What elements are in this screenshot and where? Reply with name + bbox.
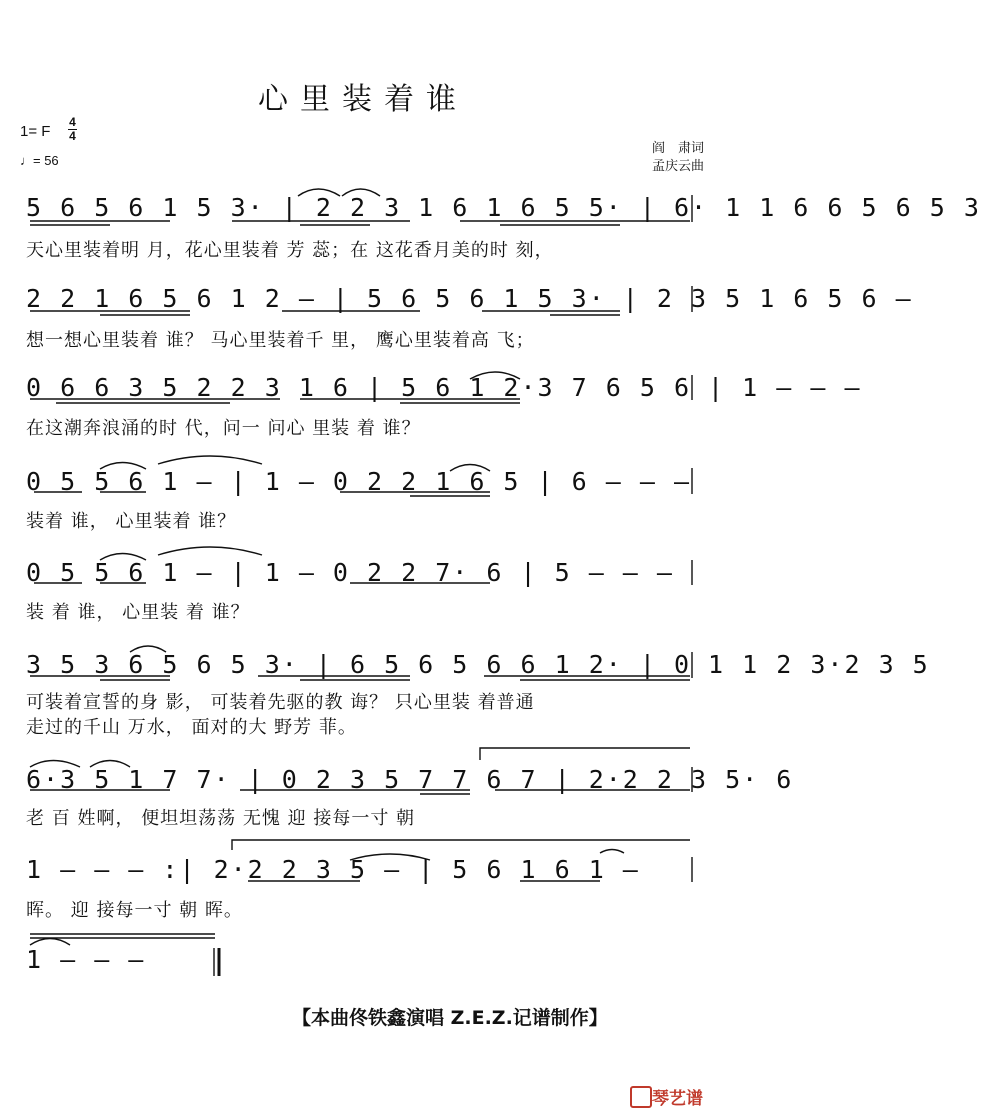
time-numerator: 4 (69, 115, 76, 129)
notation-line-2: 2 2 1 6 5 6 1 2 — | 5 6 5 6 1 5 3· | 2 3 5 1 6 5 6 — (26, 284, 913, 313)
time-denominator: 4 (69, 129, 76, 143)
notation-line-4: 0 5 5 6 1 — | 1 — 0 2 2 1 6 5 | 6 — — — (26, 467, 691, 496)
lyric-line-8: 晖。 迎 接每一寸 朝 晖。 (26, 900, 243, 921)
lyric-line-7: 老 百 姓啊， 便坦坦荡荡 无愧 迎 接每一寸 朝 (26, 808, 416, 829)
lyric-line-2: 想一想心里装着 谁？ 马心里装着千 里， 鹰心里装着高 飞； (26, 330, 535, 351)
lyric-line-3: 在这潮奔浪涌的时 代，问一 问心 里装 着 谁？ (26, 418, 421, 439)
qinyipu-logo-icon (630, 1086, 652, 1108)
composer-credit: 孟庆云曲 (651, 159, 704, 174)
notation-line-7: 6·3 5 1 7 7· | 0 2 3 5 7 7 6 7 | 2·2 2 3 5· 6 (26, 765, 794, 794)
lyric-line-1: 天心里装着明 月，花心里装着 芳 蕊；在 这花香月美的时 刻， (26, 240, 554, 261)
notation-line-1: 5 6 5 6 1 5 3· | 2 2 3 1 6 1 6 5 5· | 6· 1 1 6 6 5 6 5 3 (26, 193, 981, 222)
key-signature: 1= F (20, 123, 51, 140)
notation-line-8: 1 — — — :| 2·2 2 3 5 — | 5 6 1 6 1 — (26, 855, 640, 884)
notation-line-5: 0 5 5 6 1 — | 1 — 0 2 2 7· 6 | 5 — — — (26, 558, 674, 587)
tempo-marking: ♩= 56 (20, 153, 59, 168)
notation-line-3: 0 6 6 3 5 2 2 3 1 6 | 5 6 1 2·3 7 6 5 6 | 1 — — — (26, 373, 862, 402)
lyric-line-5: 装 着 谁， 心里装 着 谁？ (26, 602, 250, 623)
lyric-line-4: 装着 谁， 心里装着 谁？ (26, 511, 237, 532)
lyric-line-6a: 可装着宣誓的身 影， 可装着先驱的教 诲？ 只心里装 着普通 (26, 692, 535, 713)
notation-line-6: 3 5 3 6 5 6 5 3· | 6 5 6 5 6 6 1 2· | 0 1 1 2 3·2 3 5 (26, 650, 930, 679)
lyric-line-6b: 走过的千山 万水， 面对的大 野芳 菲。 (26, 717, 357, 738)
song-title: 心里装着谁 (258, 82, 468, 117)
site-logo-text: 琴艺谱 (652, 1089, 703, 1109)
footer-credit: 【本曲佟铁鑫演唱 Z.E.Z.记谱制作】 (292, 1007, 608, 1029)
notation-line-9: 1 — — — (26, 945, 146, 974)
lyricist-credit: 阎 肃词 (651, 141, 704, 156)
